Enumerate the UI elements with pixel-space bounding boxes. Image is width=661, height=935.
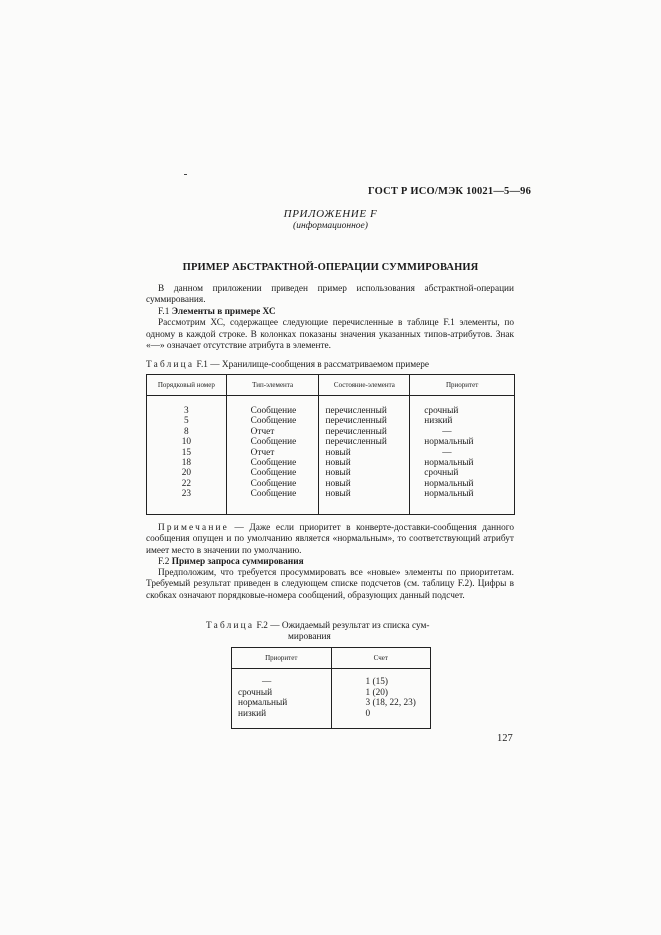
cell-state: перечисленный bbox=[319, 427, 410, 437]
page-number: 127 bbox=[497, 733, 513, 744]
column-header: Порядковый номер bbox=[147, 375, 227, 396]
cell-number: 3 bbox=[147, 406, 227, 416]
cell-type: Отчет bbox=[226, 448, 319, 458]
cell-priority: — bbox=[410, 448, 515, 458]
section-2-heading bbox=[158, 557, 304, 568]
appendix-heading bbox=[0, 208, 661, 231]
table-2 bbox=[231, 647, 431, 729]
table-1-caption bbox=[146, 360, 429, 370]
table-row bbox=[147, 479, 515, 489]
cell-count: 0 bbox=[331, 709, 430, 720]
cell-number: 22 bbox=[147, 479, 227, 489]
table-row bbox=[147, 406, 515, 416]
cell-priority: — bbox=[410, 427, 515, 437]
section-1-heading bbox=[146, 307, 514, 318]
cell-number: 15 bbox=[147, 448, 227, 458]
table-2-caption-text: F.2 — Ожидаемый результат из списка сум- bbox=[256, 621, 430, 631]
cell-priority: нормальный bbox=[410, 489, 515, 499]
intro-paragraph: В данном приложении приведен пример использования абстрактной-операции суммирования. bbox=[146, 284, 514, 306]
cell-type: Отчет bbox=[226, 427, 319, 437]
table-row bbox=[147, 468, 515, 478]
table-row bbox=[147, 437, 515, 447]
note-label: Примечание bbox=[158, 523, 229, 533]
cell-number: 20 bbox=[147, 468, 227, 478]
cell-type: Сообщение bbox=[226, 416, 319, 426]
table-1 bbox=[146, 374, 515, 515]
section-1-title: Элементы в примере ХС bbox=[171, 306, 276, 317]
cell-type: Сообщение bbox=[226, 437, 319, 447]
note-paragraph bbox=[146, 523, 514, 557]
table-row bbox=[232, 698, 431, 709]
cell-state: новый bbox=[319, 448, 410, 458]
scan-speck bbox=[184, 174, 187, 175]
table-2-caption-continuation: мирования bbox=[288, 632, 331, 642]
table-row bbox=[232, 709, 431, 720]
cell-state: новый bbox=[319, 489, 410, 499]
cell-number: 10 bbox=[147, 437, 227, 447]
cell-type: Сообщение bbox=[226, 479, 319, 489]
column-header: Счет bbox=[331, 648, 430, 669]
cell-state: новый bbox=[319, 468, 410, 478]
cell-state: новый bbox=[319, 458, 410, 468]
table-row bbox=[232, 677, 431, 688]
cell-priority: — bbox=[232, 677, 332, 688]
table-1-header-row bbox=[147, 375, 515, 396]
cell-state: перечисленный bbox=[319, 406, 410, 416]
cell-priority: нормальный bbox=[232, 698, 332, 709]
table-row bbox=[232, 688, 431, 699]
cell-priority: нормальный bbox=[410, 458, 515, 468]
table-1-caption-word: Таблица bbox=[146, 360, 195, 370]
cell-count: 1 (15) bbox=[331, 677, 430, 688]
section-2-title: Пример запроса суммирования bbox=[171, 557, 304, 567]
column-header: Приоритет bbox=[232, 648, 332, 669]
table-row bbox=[147, 489, 515, 499]
table-1-caption-text: F.1 — Хранилище-сообщения в рассматриваемом примере bbox=[196, 360, 430, 370]
column-header: Тип-элемента bbox=[226, 375, 319, 396]
cell-priority: нормальный bbox=[410, 437, 515, 447]
cell-priority: срочный bbox=[410, 468, 515, 478]
cell-priority: срочный bbox=[232, 688, 332, 699]
cell-priority: срочный bbox=[410, 406, 515, 416]
column-header: Приоритет bbox=[410, 375, 515, 396]
section-1-number: F.1 bbox=[158, 306, 170, 317]
table-row bbox=[147, 448, 515, 458]
note-text: — Даже если приоритет в конверте-доставки-сообщения данного сообщения опущен и по умолчанию является «нормальным», то соответствующий атрибут имеет место в значении по умолчанию. bbox=[146, 523, 514, 556]
cell-number: 5 bbox=[147, 416, 227, 426]
cell-priority: низкий bbox=[232, 709, 332, 720]
cell-priority: нормальный bbox=[410, 479, 515, 489]
table-2-caption bbox=[206, 621, 466, 643]
cell-state: новый bbox=[319, 479, 410, 489]
table-2-caption-word: Таблица bbox=[206, 621, 255, 631]
cell-number: 8 bbox=[147, 427, 227, 437]
table-row bbox=[147, 458, 515, 468]
cell-type: Сообщение bbox=[226, 458, 319, 468]
appendix-label: ПРИЛОЖЕНИЕ F bbox=[283, 208, 378, 220]
cell-number: 18 bbox=[147, 458, 227, 468]
cell-type: Сообщение bbox=[226, 489, 319, 499]
cell-count: 1 (20) bbox=[331, 688, 430, 699]
section-2-paragraph: Предположим, что требуется просуммировать все «новые» элементы по приоритетам. Требуемый результат приведен в следующем списке подсчетов (см. таблицу F.2). Цифры в скобках означают порядковые-номера сообщений, образующих данный подсчет. bbox=[146, 568, 514, 601]
section-1-paragraph: Рассмотрим ХС, содержащее следующие перечисленные в таблице F.1 элементы, по одному в каждой строке. В колонках показаны значения указанных типов-атрибутов. Знак «—» означает отсутствие атрибута в элементе. bbox=[146, 318, 514, 352]
section-2-number: F.2 bbox=[158, 557, 170, 567]
cell-state: перечисленный bbox=[319, 437, 410, 447]
cell-count: 3 (18, 22, 23) bbox=[331, 698, 430, 709]
cell-type: Сообщение bbox=[226, 406, 319, 416]
table-row bbox=[147, 427, 515, 437]
appendix-kind: (информационное) bbox=[293, 221, 368, 231]
standard-code: ГОСТ Р ИСО/МЭК 10021—5—96 bbox=[368, 186, 532, 197]
cell-state: перечисленный bbox=[319, 416, 410, 426]
table-2-header-row bbox=[232, 648, 431, 669]
cell-type: Сообщение bbox=[226, 468, 319, 478]
page-title: ПРИМЕР АБСТРАКТНОЙ-ОПЕРАЦИИ СУММИРОВАНИЯ bbox=[182, 262, 479, 273]
column-header: Состояние-элемента bbox=[319, 375, 410, 396]
table-row bbox=[147, 416, 515, 426]
cell-number: 23 bbox=[147, 489, 227, 499]
cell-priority: низкий bbox=[410, 416, 515, 426]
intro-block bbox=[146, 284, 514, 352]
